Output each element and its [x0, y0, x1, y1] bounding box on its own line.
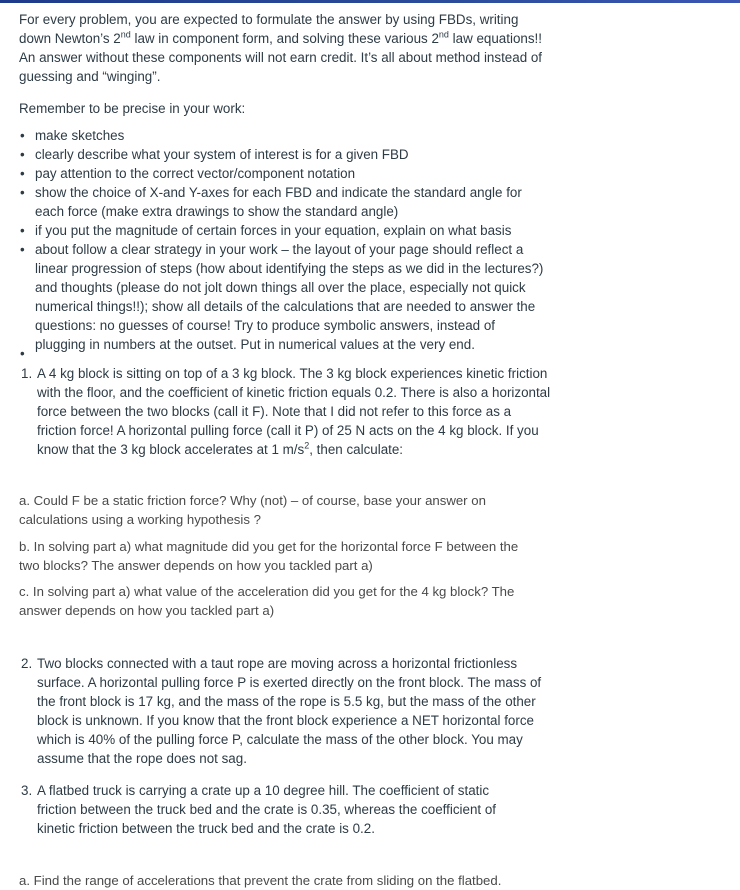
remember-heading: Remember to be precise in your work: [19, 101, 246, 116]
question-number: 3. [21, 783, 33, 798]
intro-text-2: law in component form, and solving these various 2 [130, 31, 439, 46]
question-2 [21, 654, 551, 768]
intro-text-1: For every problem, you are expected to formulate the answer by using FBDs, writing down Newton’s 2 [19, 12, 519, 46]
superscript-nd: nd [120, 29, 131, 40]
question-number: 2. [21, 656, 33, 671]
list-item: • clearly describe what your system of interest is for a given FBD [19, 145, 545, 164]
list-item: • show the choice of X-and Y-axes for each FBD and indicate the standard angle for each force (make extra drawings to show the standard angle) [19, 183, 545, 221]
question-1-part-a: a. Could F be a static friction force? Why (not) – of course, base your answer on calculations using a working hypothesis ? [19, 493, 486, 527]
assignment-content [19, 10, 729, 354]
question-text: Two blocks connected with a taut rope are moving across a horizontal frictionless surface. A horizontal pulling force P is exerted directly on the front block. The mass of the front block is 17 kg, and the mass of the rope is 5.5 kg, but the mass of the other block is unknown. If you know that the front block experience a NET horizontal force which is 40% of the pulling force P, calculate the mass of the other block. You may assume that the rope does not sag. [37, 656, 542, 766]
intro-paragraph [19, 10, 549, 86]
question-number: 1. [21, 366, 33, 381]
question-text [21, 364, 551, 459]
superscript-nd: nd [438, 29, 449, 40]
list-item: • pay attention to the correct vector/component notation [19, 164, 545, 183]
question-1 [21, 364, 551, 459]
question-3-part-a: a. Find the range of accelerations that prevent the crate from sliding on the flatbed. [19, 873, 502, 888]
empty-list-item: • [20, 346, 25, 361]
list-item: • if you put the magnitude of certain forces in your equation, explain on what basis [19, 221, 545, 240]
question-1-text: A 4 kg block is sitting on top of a 3 kg block. The 3 kg block experiences kinetic friction with the floor, and the coefficient of kinetic friction equals 0.2. There is also a horizontal force between the two blocks (call it F). Note that I did not refer to this force as a friction force! A horizontal pulling force (call it P) of 25 N acts on the 4 kg block. If you know that the 3 kg block accelerates at 1 m/s [37, 366, 551, 457]
list-item: • make sketches [19, 126, 545, 145]
top-accent-bar [0, 0, 740, 3]
question-text: A flatbed truck is carrying a crate up a 10 degree hill. The coefficient of static friction between the truck bed and the crate is 0.35, whereas the coefficient of kinetic friction between the truck bed and the crate is 0.2. [37, 783, 497, 836]
question-1-text-end: , then calculate: [309, 442, 404, 457]
intro-text-3: law equations!! An answer without these components will not earn credit. It’s all about method instead of guessing and “winging”. [19, 31, 543, 84]
superscript-2: 2 [304, 440, 310, 451]
list-item: • about follow a clear strategy in your work – the layout of your page should reflect a linear progression of steps (how about identifying the steps as we did in the lectures?) and thoughts (please do not jolt down things all over the place, especially not quick numerical things!!); show all details of the calculations that are needed to answer the questions: no guesses of course! Try to produce symbolic answers, instead of plugging in numbers at the outset. Put in numerical values at the very end. [19, 240, 545, 354]
requirements-list [19, 126, 729, 354]
question-3 [21, 781, 531, 838]
question-1-part-c: c. In solving part a) what value of the acceleration did you get for the 4 kg block? The answer depends on how you tackled part a) [19, 584, 515, 618]
question-1-part-b: b. In solving part a) what magnitude did you get for the horizontal force F between the two blocks? The answer depends on how you tackled part a) [19, 539, 519, 573]
